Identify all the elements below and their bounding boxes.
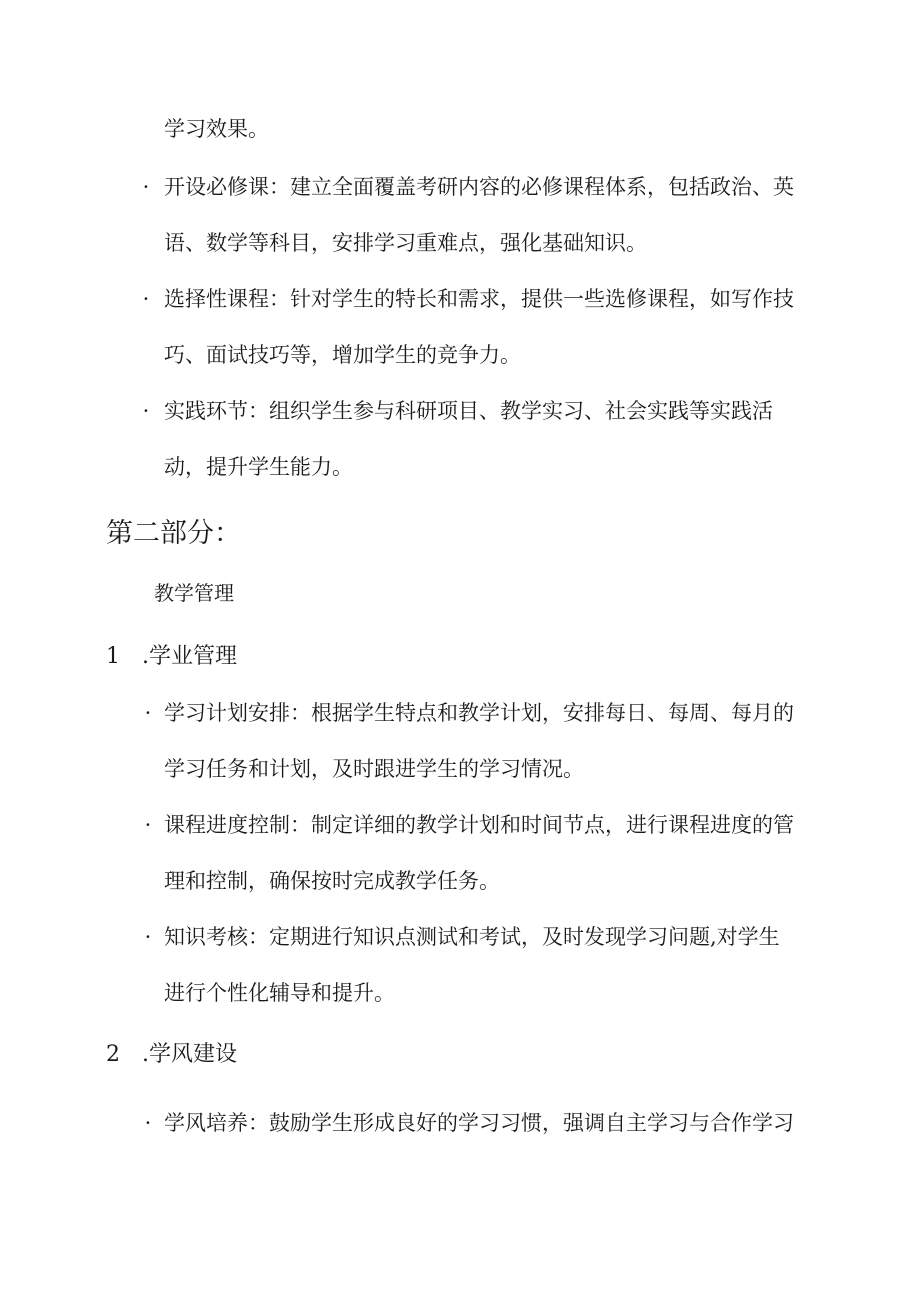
bullet-text: 课程进度控制：制定详细的教学计划和时间节点，进行课程进度的管: [164, 813, 794, 837]
bullet-text: 实践环节：组织学生参与科研项目、教学实习、社会实践等实践活: [164, 399, 773, 423]
bullet-text: 学风培养：鼓励学生形成良好的学习习惯，强调自主学习与合作学习: [164, 1111, 794, 1135]
section-title: .学业管理: [142, 644, 237, 669]
section-title: .学风建设: [142, 1042, 237, 1067]
section-heading: [106, 1040, 237, 1070]
bullet-icon: ·: [144, 701, 152, 725]
section-number: 1: [106, 644, 120, 669]
bullet-text-cont: 动，提升学生能力。: [164, 455, 353, 479]
bullet-icon: ·: [142, 175, 150, 199]
bullet-icon: ·: [144, 813, 152, 837]
bullet-text-cont: 学习任务和计划，及时跟进学生的学习情况。: [164, 757, 584, 781]
part-subtitle: 教学管理: [154, 581, 234, 605]
bullet-text: 开设必修课：建立全面覆盖考研内容的必修课程体系，包括政治、英: [164, 175, 794, 199]
bullet-text: 知识考核：定期进行知识点测试和考试，及时发现学习问题,对学生: [164, 925, 780, 949]
paragraph-continuation: 学习效果。: [164, 117, 269, 141]
bullet-text: 选择性课程：针对学生的特长和需求，提供一些选修课程，如写作技: [164, 287, 794, 311]
bullet-icon: ·: [144, 1111, 152, 1135]
part-title: 第二部分：: [106, 518, 241, 549]
bullet-text-cont: 理和控制，确保按时完成教学任务。: [164, 869, 500, 893]
section-heading: [106, 642, 237, 672]
bullet-icon: ·: [142, 399, 150, 423]
bullet-text-cont: 巧、面试技巧等，增加学生的竞争力。: [164, 343, 521, 367]
bullet-icon: ·: [142, 287, 150, 311]
bullet-icon: ·: [144, 925, 152, 949]
bullet-text-cont: 语、数学等科目，安排学习重难点，强化基础知识。: [164, 231, 647, 255]
section-number: 2: [106, 1042, 120, 1067]
bullet-text-cont: 进行个性化辅导和提升。: [164, 981, 395, 1005]
bullet-text: 学习计划安排：根据学生特点和教学计划，安排每日、每周、每月的: [164, 701, 794, 725]
